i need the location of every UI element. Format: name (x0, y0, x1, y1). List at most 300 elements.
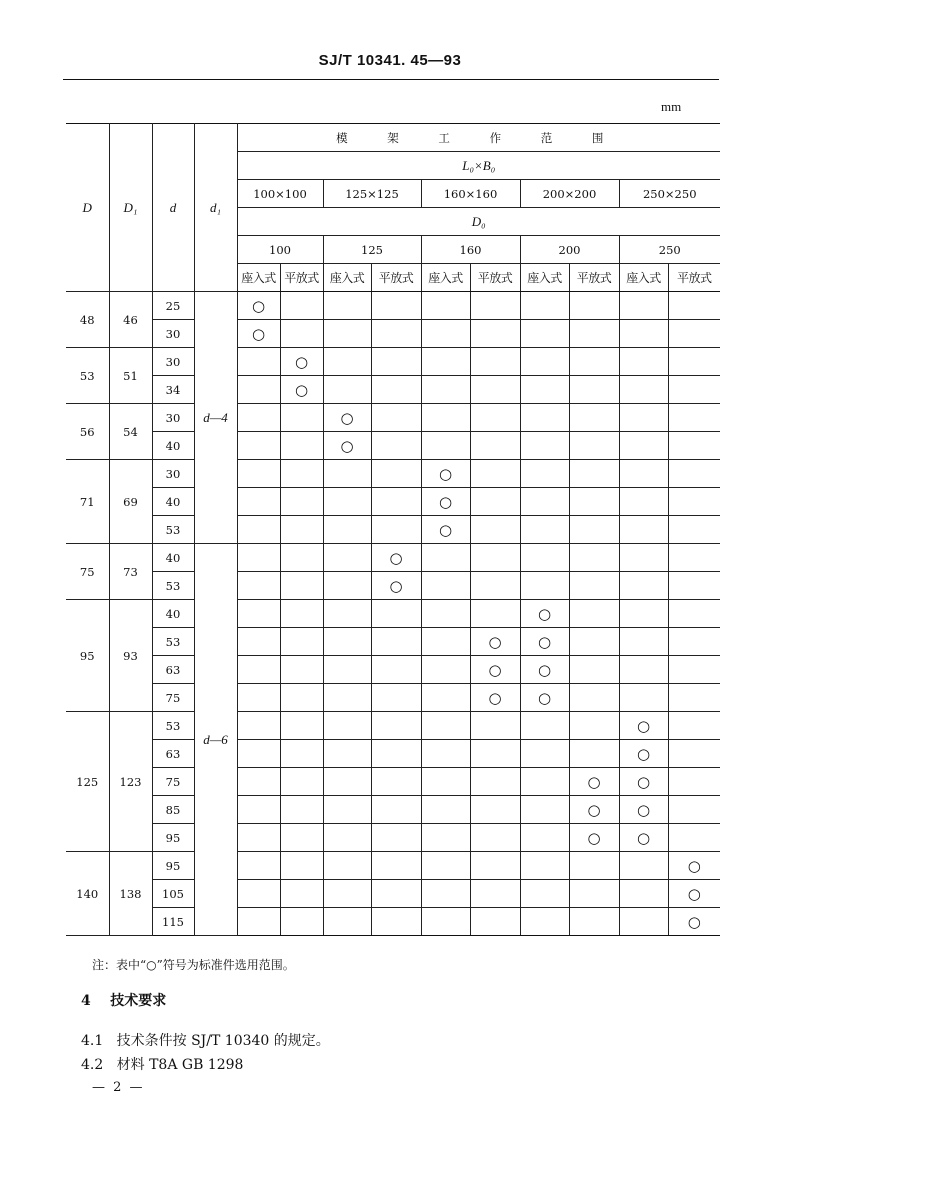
table-row (66, 908, 720, 936)
empty-cell (668, 796, 720, 824)
empty-cell (470, 572, 520, 600)
cell-d: 75 (152, 684, 194, 712)
kind-flat-header: 平放式 (470, 264, 520, 292)
cell-D1: 54 (109, 404, 152, 460)
empty-cell (421, 740, 470, 768)
table-row (66, 404, 720, 432)
empty-cell (323, 880, 371, 908)
empty-cell (520, 796, 569, 824)
empty-cell (237, 376, 280, 404)
empty-cell (470, 516, 520, 544)
empty-cell (569, 880, 619, 908)
selection-mark: ○ (569, 796, 619, 824)
empty-cell (470, 320, 520, 348)
empty-cell (371, 656, 421, 684)
empty-cell (520, 712, 569, 740)
empty-cell (421, 656, 470, 684)
d0-label: D₀ (237, 208, 720, 236)
empty-cell (323, 544, 371, 572)
empty-cell (619, 572, 668, 600)
empty-cell (323, 712, 371, 740)
selection-mark: ○ (520, 684, 569, 712)
empty-cell (280, 852, 323, 880)
empty-cell (280, 908, 323, 936)
empty-cell (237, 684, 280, 712)
empty-cell (470, 292, 520, 320)
header-row-title (66, 124, 720, 152)
empty-cell (237, 572, 280, 600)
empty-cell (280, 544, 323, 572)
empty-cell (470, 908, 520, 936)
empty-cell (371, 880, 421, 908)
empty-cell (668, 544, 720, 572)
empty-cell (421, 908, 470, 936)
empty-cell (668, 292, 720, 320)
cell-D: 140 (66, 852, 109, 936)
spec-table (66, 123, 720, 936)
empty-cell (280, 880, 323, 908)
empty-cell (280, 824, 323, 852)
empty-cell (371, 796, 421, 824)
table-row (66, 488, 720, 516)
empty-cell (280, 488, 323, 516)
empty-cell (619, 628, 668, 656)
section-4-1-text: 技术条件按 SJ/T 10340 的规定。 (116, 1033, 330, 1049)
empty-cell (619, 684, 668, 712)
cell-d: 30 (152, 348, 194, 376)
empty-cell (668, 628, 720, 656)
empty-cell (280, 768, 323, 796)
empty-cell (323, 572, 371, 600)
empty-cell (371, 768, 421, 796)
empty-cell (569, 908, 619, 936)
cell-D1: 93 (109, 600, 152, 712)
empty-cell (520, 432, 569, 460)
empty-cell (569, 712, 619, 740)
empty-cell (280, 712, 323, 740)
table-row (66, 628, 720, 656)
empty-cell (569, 572, 619, 600)
kind-flat-header: 平放式 (569, 264, 619, 292)
empty-cell (520, 768, 569, 796)
empty-cell (668, 516, 720, 544)
empty-cell (371, 684, 421, 712)
empty-cell (569, 740, 619, 768)
size-header: 200×200 (520, 180, 619, 208)
empty-cell (280, 404, 323, 432)
cell-D: 125 (66, 712, 109, 852)
cell-d: 63 (152, 740, 194, 768)
selection-mark: ○ (421, 488, 470, 516)
empty-cell (569, 432, 619, 460)
selection-mark: ○ (280, 348, 323, 376)
empty-cell (470, 712, 520, 740)
empty-cell (237, 796, 280, 824)
table-row (66, 656, 720, 684)
empty-cell (470, 432, 520, 460)
cell-d1: d—6 (194, 544, 237, 936)
empty-cell (668, 320, 720, 348)
empty-cell (470, 404, 520, 432)
page-number: — 2 — (92, 1080, 145, 1095)
empty-cell (569, 544, 619, 572)
table-row (66, 880, 720, 908)
cell-d: 75 (152, 768, 194, 796)
cell-d: 53 (152, 712, 194, 740)
empty-cell (520, 880, 569, 908)
selection-mark: ○ (520, 656, 569, 684)
empty-cell (421, 796, 470, 824)
table-row (66, 460, 720, 488)
empty-cell (619, 348, 668, 376)
d0-value-header: 250 (619, 236, 720, 264)
selection-mark: ○ (323, 432, 371, 460)
empty-cell (421, 348, 470, 376)
empty-cell (237, 404, 280, 432)
empty-cell (421, 432, 470, 460)
empty-cell (619, 404, 668, 432)
empty-cell (619, 656, 668, 684)
selection-mark: ○ (371, 544, 421, 572)
selection-mark: ○ (520, 600, 569, 628)
empty-cell (619, 880, 668, 908)
empty-cell (323, 348, 371, 376)
empty-cell (280, 796, 323, 824)
empty-cell (371, 320, 421, 348)
col-header-d1: d₁ (194, 124, 237, 292)
selection-mark: ○ (619, 796, 668, 824)
empty-cell (520, 488, 569, 516)
cell-d: 85 (152, 796, 194, 824)
section-4 (81, 990, 166, 1010)
empty-cell (280, 320, 323, 348)
empty-cell (323, 516, 371, 544)
cell-d: 63 (152, 656, 194, 684)
empty-cell (323, 684, 371, 712)
kind-seated-header: 座入式 (237, 264, 280, 292)
table-row (66, 320, 720, 348)
selection-mark: ○ (280, 376, 323, 404)
selection-mark: ○ (619, 768, 668, 796)
empty-cell (619, 432, 668, 460)
kind-seated-header: 座入式 (520, 264, 569, 292)
empty-cell (421, 712, 470, 740)
empty-cell (371, 348, 421, 376)
empty-cell (323, 740, 371, 768)
empty-cell (280, 432, 323, 460)
kind-seated-header: 座入式 (323, 264, 371, 292)
empty-cell (323, 656, 371, 684)
empty-cell (237, 712, 280, 740)
table-row (66, 852, 720, 880)
table-row (66, 292, 720, 320)
empty-cell (520, 292, 569, 320)
empty-cell (237, 432, 280, 460)
empty-cell (668, 684, 720, 712)
empty-cell (668, 768, 720, 796)
empty-cell (470, 488, 520, 516)
size-header: 160×160 (421, 180, 520, 208)
empty-cell (569, 684, 619, 712)
empty-cell (470, 824, 520, 852)
d0-value-header: 160 (421, 236, 520, 264)
table-row (66, 740, 720, 768)
kind-seated-header: 座入式 (421, 264, 470, 292)
cell-d: 30 (152, 320, 194, 348)
empty-cell (668, 348, 720, 376)
cell-D: 53 (66, 348, 109, 404)
empty-cell (569, 516, 619, 544)
empty-cell (280, 600, 323, 628)
empty-cell (520, 572, 569, 600)
empty-cell (421, 404, 470, 432)
empty-cell (520, 320, 569, 348)
selection-mark: ○ (470, 684, 520, 712)
selection-mark: ○ (237, 292, 280, 320)
empty-cell (323, 376, 371, 404)
empty-cell (520, 852, 569, 880)
empty-cell (668, 712, 720, 740)
table-row (66, 544, 720, 572)
selection-mark: ○ (668, 908, 720, 936)
empty-cell (520, 348, 569, 376)
cell-d: 105 (152, 880, 194, 908)
empty-cell (371, 824, 421, 852)
section-4-2-number: 4.2 (81, 1057, 104, 1073)
table-row (66, 376, 720, 404)
empty-cell (237, 348, 280, 376)
table-row (66, 600, 720, 628)
empty-cell (668, 488, 720, 516)
empty-cell (237, 488, 280, 516)
empty-cell (619, 488, 668, 516)
empty-cell (323, 852, 371, 880)
col-header-D1: D₁ (109, 124, 152, 292)
table-row (66, 824, 720, 852)
empty-cell (371, 908, 421, 936)
empty-cell (371, 292, 421, 320)
cell-D1: 73 (109, 544, 152, 600)
empty-cell (323, 600, 371, 628)
empty-cell (237, 628, 280, 656)
empty-cell (470, 880, 520, 908)
selection-mark: ○ (421, 460, 470, 488)
empty-cell (371, 488, 421, 516)
empty-cell (668, 432, 720, 460)
empty-cell (323, 628, 371, 656)
empty-cell (280, 460, 323, 488)
empty-cell (668, 600, 720, 628)
empty-cell (619, 292, 668, 320)
empty-cell (280, 656, 323, 684)
empty-cell (323, 292, 371, 320)
empty-cell (619, 908, 668, 936)
empty-cell (280, 684, 323, 712)
empty-cell (470, 852, 520, 880)
table-row (66, 712, 720, 740)
empty-cell (520, 824, 569, 852)
empty-cell (237, 600, 280, 628)
cell-d: 40 (152, 488, 194, 516)
empty-cell (619, 460, 668, 488)
empty-cell (619, 852, 668, 880)
empty-cell (280, 740, 323, 768)
empty-cell (520, 376, 569, 404)
empty-cell (421, 684, 470, 712)
empty-cell (470, 544, 520, 572)
table-row (66, 572, 720, 600)
cell-d: 34 (152, 376, 194, 404)
empty-cell (371, 460, 421, 488)
selection-mark: ○ (569, 768, 619, 796)
empty-cell (569, 460, 619, 488)
selection-mark: ○ (668, 852, 720, 880)
range-title: 模 架 工 作 范 围 (237, 124, 720, 152)
selection-mark: ○ (421, 516, 470, 544)
cell-d: 40 (152, 544, 194, 572)
cell-D: 48 (66, 292, 109, 348)
empty-cell (569, 376, 619, 404)
col-header-d: d (152, 124, 194, 292)
selection-mark: ○ (619, 740, 668, 768)
d0-value-header: 125 (323, 236, 421, 264)
cell-D1: 138 (109, 852, 152, 936)
cell-d: 25 (152, 292, 194, 320)
empty-cell (520, 544, 569, 572)
standard-number: SJ/T 10341. 45—93 (318, 52, 462, 69)
empty-cell (470, 740, 520, 768)
selection-mark: ○ (470, 656, 520, 684)
cell-D1: 51 (109, 348, 152, 404)
empty-cell (421, 852, 470, 880)
kind-flat-header: 平放式 (371, 264, 421, 292)
cell-d: 40 (152, 600, 194, 628)
selection-mark: ○ (619, 712, 668, 740)
empty-cell (237, 656, 280, 684)
empty-cell (323, 488, 371, 516)
cell-D: 71 (66, 460, 109, 544)
empty-cell (520, 740, 569, 768)
empty-cell (421, 544, 470, 572)
empty-cell (470, 376, 520, 404)
empty-cell (470, 796, 520, 824)
empty-cell (668, 572, 720, 600)
cell-d1: d—4 (194, 292, 237, 544)
col-header-D: D (66, 124, 109, 292)
cell-d: 53 (152, 628, 194, 656)
table-row (66, 432, 720, 460)
d0-value-header: 100 (237, 236, 323, 264)
selection-mark: ○ (470, 628, 520, 656)
cell-d: 30 (152, 404, 194, 432)
cell-d: 95 (152, 824, 194, 852)
cell-d: 95 (152, 852, 194, 880)
selection-mark: ○ (520, 628, 569, 656)
empty-cell (371, 376, 421, 404)
cell-D: 95 (66, 600, 109, 712)
empty-cell (237, 460, 280, 488)
section-4-2-text: 材料 T8A GB 1298 (116, 1057, 244, 1073)
table-row (66, 348, 720, 376)
empty-cell (371, 852, 421, 880)
empty-cell (237, 880, 280, 908)
selection-mark: ○ (619, 824, 668, 852)
empty-cell (371, 740, 421, 768)
empty-cell (421, 572, 470, 600)
cell-d: 40 (152, 432, 194, 460)
empty-cell (569, 348, 619, 376)
empty-cell (569, 656, 619, 684)
empty-cell (668, 824, 720, 852)
empty-cell (280, 516, 323, 544)
empty-cell (371, 516, 421, 544)
size-header: 250×250 (619, 180, 720, 208)
empty-cell (421, 320, 470, 348)
kind-seated-header: 座入式 (619, 264, 668, 292)
table-row (66, 684, 720, 712)
empty-cell (569, 488, 619, 516)
empty-cell (470, 460, 520, 488)
l0b0-label: L₀×B₀ (237, 152, 720, 180)
empty-cell (371, 712, 421, 740)
empty-cell (520, 908, 569, 936)
table-note: 注：表中“○”符号为标准件选用范围。 (92, 958, 295, 972)
empty-cell (668, 656, 720, 684)
empty-cell (619, 544, 668, 572)
empty-cell (371, 404, 421, 432)
empty-cell (421, 628, 470, 656)
selection-mark: ○ (237, 320, 280, 348)
empty-cell (569, 320, 619, 348)
empty-cell (520, 460, 569, 488)
selection-mark: ○ (668, 880, 720, 908)
empty-cell (280, 628, 323, 656)
table-row (66, 768, 720, 796)
empty-cell (280, 572, 323, 600)
empty-cell (371, 628, 421, 656)
empty-cell (421, 824, 470, 852)
d0-value-header: 200 (520, 236, 619, 264)
empty-cell (569, 404, 619, 432)
empty-cell (668, 376, 720, 404)
size-header: 125×125 (323, 180, 421, 208)
table-row (66, 796, 720, 824)
empty-cell (323, 908, 371, 936)
section-4-number: 4 (81, 993, 91, 1009)
empty-cell (520, 404, 569, 432)
empty-cell (280, 292, 323, 320)
empty-cell (569, 628, 619, 656)
empty-cell (323, 796, 371, 824)
kind-flat-header: 平放式 (668, 264, 720, 292)
header-rule (63, 79, 719, 80)
empty-cell (237, 852, 280, 880)
cell-D: 75 (66, 544, 109, 600)
cell-D1: 46 (109, 292, 152, 348)
empty-cell (569, 600, 619, 628)
empty-cell (237, 544, 280, 572)
selection-mark: ○ (371, 572, 421, 600)
empty-cell (520, 516, 569, 544)
empty-cell (668, 460, 720, 488)
empty-cell (237, 768, 280, 796)
selection-mark: ○ (569, 824, 619, 852)
empty-cell (237, 516, 280, 544)
empty-cell (668, 404, 720, 432)
cell-D1: 69 (109, 460, 152, 544)
unit-label: mm (661, 99, 682, 114)
cell-D1: 123 (109, 712, 152, 852)
